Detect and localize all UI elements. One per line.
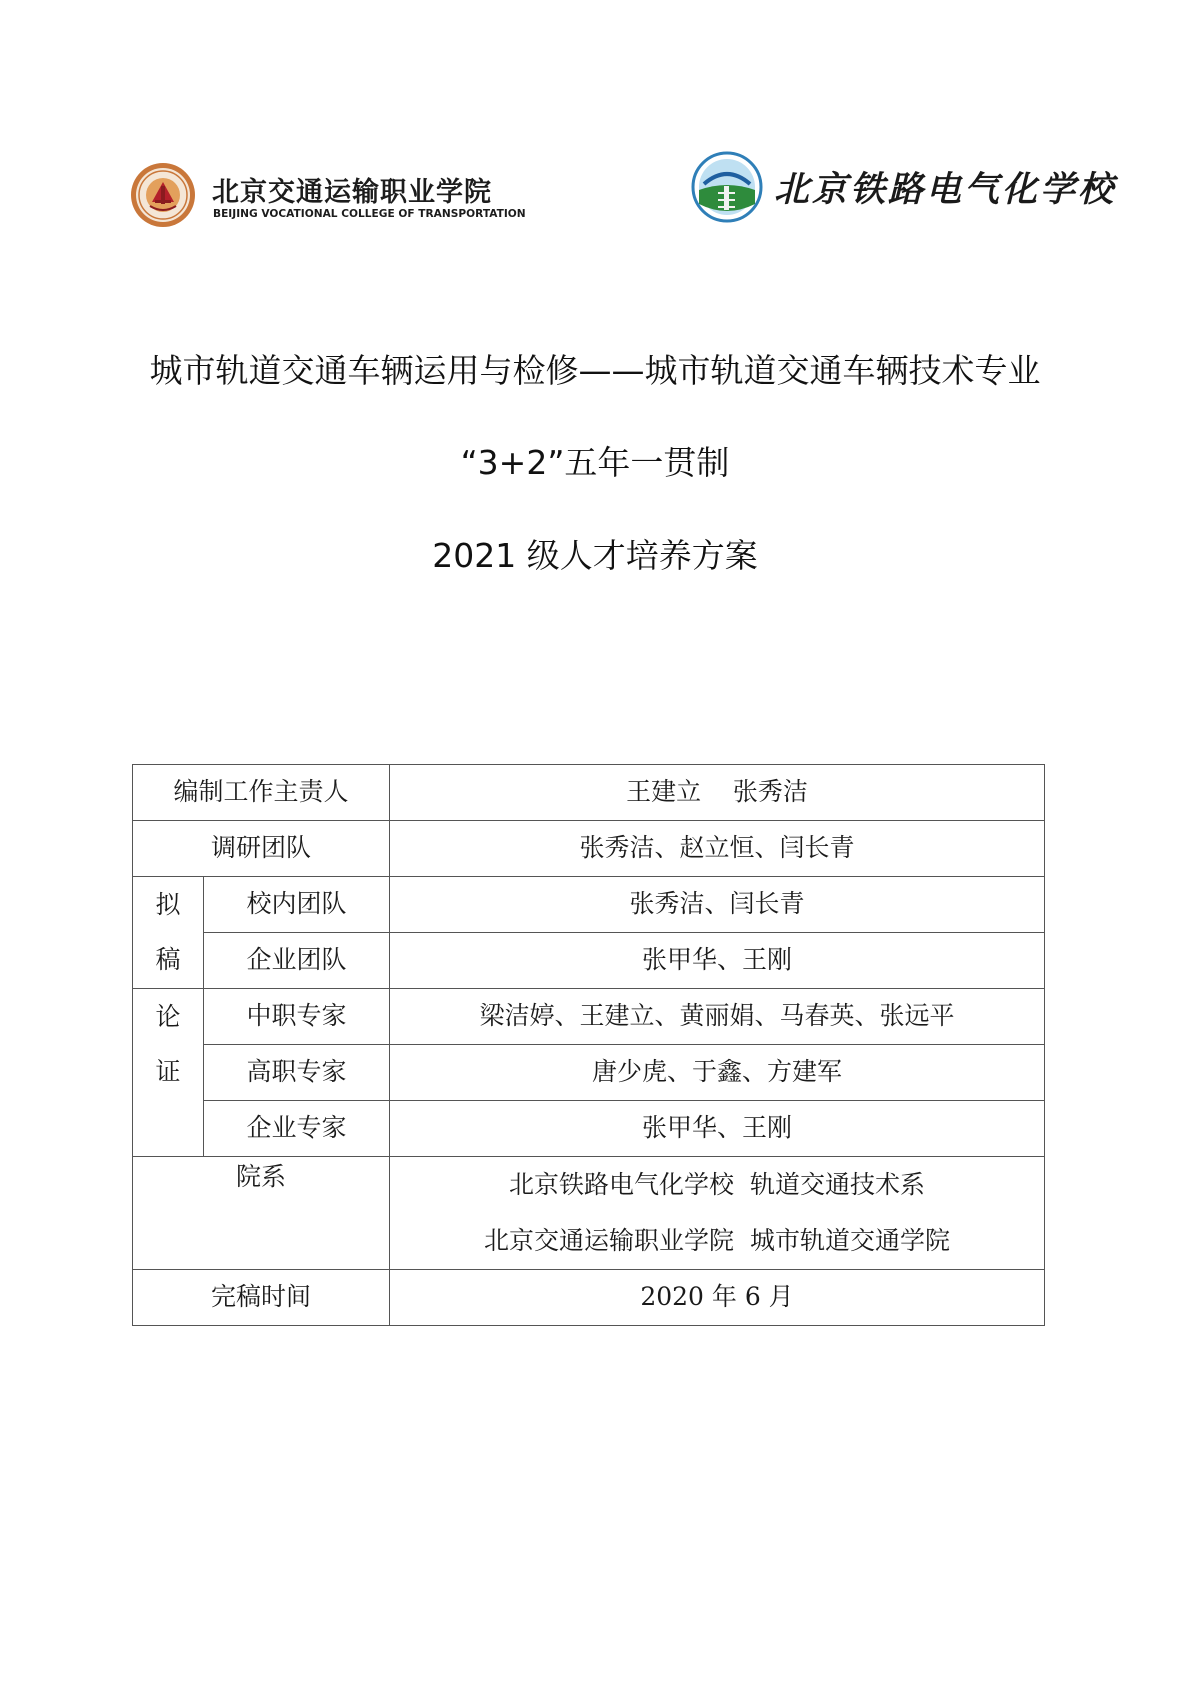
research-label: 调研团队 — [210, 833, 311, 862]
draft-company-label: 企业团队 — [246, 945, 347, 974]
bvct-logo — [130, 162, 526, 232]
college-name-cn: 北京交通运输职业学院 — [212, 177, 492, 208]
proof-side-char-1: 论 — [155, 1002, 181, 1031]
table-row — [133, 1157, 1045, 1270]
lead-label: 编制工作主责人 — [173, 777, 349, 806]
draft-company-value: 张甲华、王刚 — [641, 945, 792, 974]
document-title-line3: 2021 级人才培养方案 — [432, 536, 758, 575]
table-row — [133, 1101, 1045, 1157]
research-label-cell — [133, 821, 390, 877]
date-label-cell — [133, 1270, 390, 1326]
dept-label-cell — [133, 1157, 390, 1270]
draft-school-label: 校内团队 — [246, 889, 347, 918]
proof-company-label: 企业专家 — [246, 1113, 347, 1142]
research-value: 张秀洁、赵立恒、闫长青 — [579, 833, 855, 862]
lead-value-cell — [390, 765, 1045, 821]
proof-company-label-cell — [204, 1101, 390, 1157]
table-row — [133, 1270, 1045, 1326]
dept-label: 院系 — [235, 1162, 286, 1191]
date-value-cell — [390, 1270, 1045, 1326]
proof-secondary-label-cell — [204, 989, 390, 1045]
proof-secondary-label: 中职专家 — [246, 1001, 347, 1030]
dept-value-cell — [390, 1157, 1045, 1270]
table-row — [133, 989, 1045, 1045]
table-row — [133, 821, 1045, 877]
document-title-line1: 城市轨道交通车辆运用与检修——城市轨道交通车辆技术专业 — [149, 351, 1041, 390]
proof-higher-label: 高职专家 — [246, 1057, 347, 1086]
dept-value-line2: 北京交通运输职业学院 城市轨道交通学院 — [484, 1226, 950, 1255]
date-label: 完稿时间 — [210, 1282, 311, 1311]
document-title-line2: “3+2”五年一贯制 — [460, 443, 730, 482]
lead-label-cell — [133, 765, 390, 821]
table-row — [133, 877, 1045, 933]
draft-side-cell — [133, 877, 204, 989]
draft-school-value-cell — [390, 877, 1045, 933]
college-name-en: BEIJING VOCATIONAL COLLEGE OF TRANSPORTATION — [213, 208, 526, 220]
proof-company-value-cell — [390, 1101, 1045, 1157]
school-name-cn: 北京铁路电气化学校 — [774, 169, 1117, 210]
proof-side-char-2: 证 — [155, 1057, 181, 1086]
lead-value: 王建立 张秀洁 — [626, 777, 808, 806]
proof-secondary-value-cell — [390, 989, 1045, 1045]
research-value-cell — [390, 821, 1045, 877]
draft-school-label-cell — [204, 877, 390, 933]
draft-school-value: 张秀洁、闫长青 — [629, 889, 805, 918]
proof-company-value: 张甲华、王刚 — [641, 1113, 792, 1142]
college-seal-icon — [130, 162, 196, 228]
school-emblem-icon — [690, 146, 764, 228]
draft-company-value-cell — [390, 933, 1045, 989]
proof-higher-label-cell — [204, 1045, 390, 1101]
draft-side-char-1: 拟 — [155, 890, 181, 919]
draft-side-char-2: 稿 — [155, 945, 181, 974]
info-table — [132, 764, 1045, 1326]
proof-side-cell — [133, 989, 204, 1157]
table-row — [133, 933, 1045, 989]
table-row — [133, 765, 1045, 821]
proof-higher-value: 唐少虎、于鑫、方建军 — [591, 1057, 842, 1086]
dept-value-line1: 北京铁路电气化学校 轨道交通技术系 — [509, 1170, 925, 1199]
date-value: 2020 年 6 月 — [640, 1282, 794, 1311]
bjrs-logo — [690, 142, 1117, 238]
proof-secondary-value: 梁洁婷、王建立、黄丽娟、马春英、张远平 — [479, 1001, 955, 1030]
table-row — [133, 1045, 1045, 1101]
draft-company-label-cell — [204, 933, 390, 989]
proof-higher-value-cell — [390, 1045, 1045, 1101]
